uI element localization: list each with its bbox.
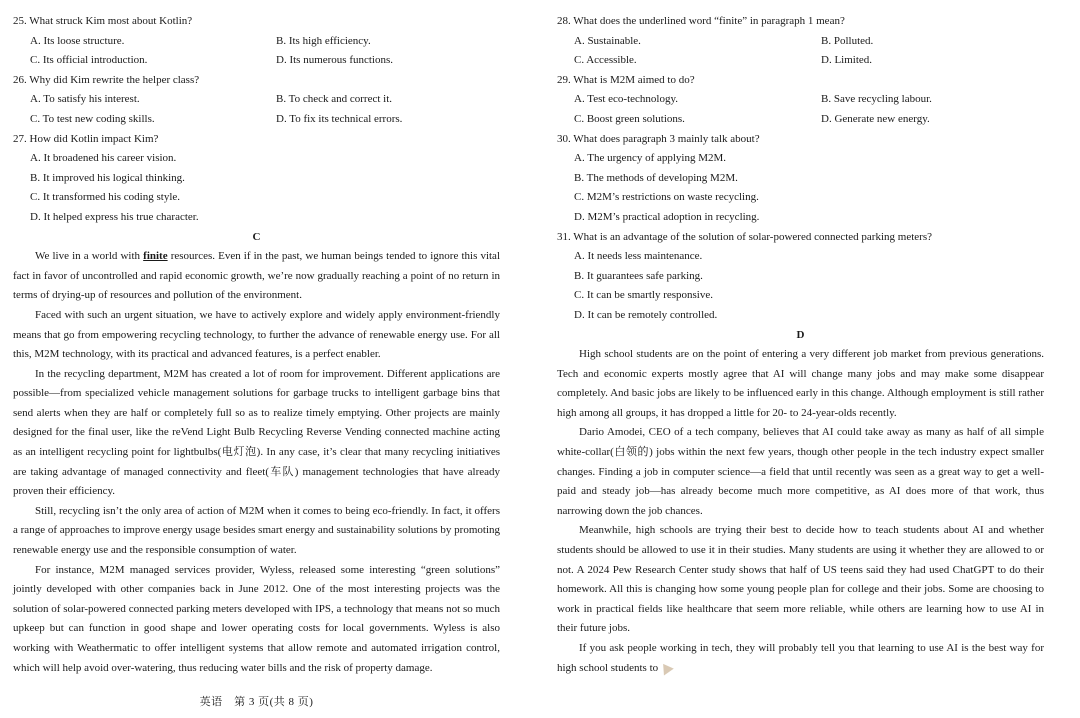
option-d: D. It can be remotely controlled. xyxy=(574,308,718,321)
passage-c-paragraph-1: We live in a world with finite resources. Even if in the past, we human beings tended to ignore this vital fact in favor of uncontrolled and rapid economic growth, we’re now gradually reaching a point of no return in terms of drying-up of resources and pollution of the environment. xyxy=(13,250,500,302)
option-b: B. It improved his logical thinking. xyxy=(30,171,185,184)
option-a: A. Test eco-technology. xyxy=(574,93,679,106)
section-heading-c: C xyxy=(252,230,261,243)
passage-c-paragraph-4: Still, recycling isn’t the only area of action of M2M when it comes to being eco-friendly. In fact, it offers a range of approaches to improve energy usage besides smart energy and sustainability solutions by promoting renewable energy use and the responsible consumption of water. xyxy=(13,504,500,557)
question-stem: 30. What does paragraph 3 mainly talk about? xyxy=(557,132,760,145)
option-d: D. Limited. xyxy=(821,54,873,67)
option-a: A. Its loose structure. xyxy=(30,34,125,47)
underlined-word-finite: finite xyxy=(143,250,168,263)
question-stem: 26. Why did Kim rewrite the helper class? xyxy=(13,73,200,86)
passage-d-paragraph-2: Dario Amodei, CEO of a tech company, believes that AI could take away as many as half of all simple white-collar(白领的) jobs within the next few years, though other people in the tech industry expect smaller changes. Finding a job in computer science—a field that until recently was seen as a great way to get a well-paid and steady job—has already become much more competitive, as AI does more of that work, thus narrowing down the job chances. xyxy=(557,426,1044,517)
right-column xyxy=(557,12,1044,678)
option-b: B. To check and correct it. xyxy=(276,93,393,106)
option-a: A. It broadened his career vision. xyxy=(30,152,177,165)
option-c: C. It can be smartly responsive. xyxy=(574,289,713,302)
option-a: A. To satisfy his interest. xyxy=(30,93,140,106)
option-b: B. The methods of developing M2M. xyxy=(574,171,738,184)
passage-d-paragraph-4: If you ask people working in tech, they will probably tell you that learning to use AI is the best way for high school students to xyxy=(557,642,1044,674)
question-31 xyxy=(557,228,1044,326)
option-c: C. It transformed his coding style. xyxy=(30,191,181,204)
passage-d-paragraph-1: High school students are on the point of entering a very different job market from previous generations. Tech and economic experts mostly agree that AI will change many jobs and may make some disappear completely. And basic jobs are likely to be influenced early in this change. Although employment is still rather high among all groups, it has dropped a little for 20- to 24-year-olds recently. xyxy=(557,348,1044,419)
option-c: C. To test new coding skills. xyxy=(30,112,155,125)
question-27 xyxy=(13,130,500,228)
question-stem: 25. What struck Kim most about Kotlin? xyxy=(13,15,193,27)
question-26 xyxy=(13,71,500,130)
option-c: C. Accessible. xyxy=(574,54,637,67)
passage-c-paragraph-5: For instance, M2M managed services provider, Wyless, released some interesting “green solutions” jointly developed with other companies back in June 2012. One of the most interesting projects was the solution of solar-powered connected parking meters developed with IPS, a technology that means not so much upkeep but can function in good shape and lower operating costs for local governments. Wyless is also working with Weathermatic to offer intelligent systems that allow remote and automated irrigation control, which will help avoid over-watering, thus reducing water bills and the risk of property damage. xyxy=(13,563,500,674)
passage-d-paragraph-3: Meanwhile, high schools are trying their best to decide how to teach students about AI and whether students should be allowed to use it in their studies. Many students are using it whether they are allowed to or not. A 2024 Pew Research Center study shows that half of US teens said they had used ChatGPT to do their homework. All this is changing how some young people plan for college and their jobs. Some are choosing to work in practical fields like healthcare that seem more reliable, while others are learning how to use AI in their future jobs. xyxy=(557,524,1044,635)
left-column xyxy=(13,12,500,678)
question-29 xyxy=(557,71,1044,130)
passage-c-paragraph-2: Faced with such an urgent situation, we have to actively explore and widely apply environment-friendly means that go from empowering recycling technology, to further the advance of renewable energy use. For all this, M2M technology, with its practical and advanced features, is a perfect enabler. xyxy=(13,308,500,361)
option-b: B. Save recycling labour. xyxy=(821,93,932,106)
option-d: D. Its numerous functions. xyxy=(276,54,394,67)
section-heading-d: D xyxy=(796,328,805,341)
page-footer: 英语 第 3 页(共 8 页) xyxy=(199,696,314,708)
option-b: B. It guarantees safe parking. xyxy=(574,269,703,282)
question-stem: 27. How did Kotlin impact Kim? xyxy=(13,132,159,145)
option-c: C. M2M’s restrictions on waste recycling. xyxy=(574,191,759,204)
option-b: B. Its high efficiency. xyxy=(276,34,371,47)
question-25 xyxy=(13,12,500,71)
option-a: A. It needs less maintenance. xyxy=(574,250,703,263)
passage-c-paragraph-3: In the recycling department, M2M has created a lot of room for improvement. Different applications are possible—from specialized vehicle management solutions for garbage trucks to intelligent garbage bins that send alerts when they are half or completely full so as to realize timely emptying. Other projects are mainly designed for the final user, like the reVend Light Bulb Recycling Reverse Vending connected machine acting as an intelligent recycling point for lightbulbs(电灯泡). In any case, it’s clear that many recycling initiatives are taking advantage of managed connectivity and fleet(车队) management technologies that have already proven their efficiency. xyxy=(13,367,500,498)
option-b: B. Polluted. xyxy=(821,34,874,47)
question-stem: 28. What does the underlined word “finite” in paragraph 1 mean? xyxy=(557,15,845,27)
option-d: D. To fix its technical errors. xyxy=(276,112,403,125)
option-d: D. It helped express his true character. xyxy=(30,210,199,223)
option-d: D. M2M’s practical adoption in recycling. xyxy=(574,210,760,223)
question-28 xyxy=(557,12,1044,71)
option-c: C. Its official introduction. xyxy=(30,54,148,67)
question-stem: 29. What is M2M aimed to do? xyxy=(557,73,695,86)
question-30 xyxy=(557,130,1044,228)
option-c: C. Boost green solutions. xyxy=(574,112,685,125)
option-d: D. Generate new energy. xyxy=(821,112,930,125)
mouse-pointer-icon xyxy=(658,660,674,675)
option-a: A. Sustainable. xyxy=(574,34,641,47)
option-a: A. The urgency of applying M2M. xyxy=(574,152,727,165)
question-stem: 31. What is an advantage of the solution of solar-powered connected parking meters? xyxy=(557,230,932,243)
